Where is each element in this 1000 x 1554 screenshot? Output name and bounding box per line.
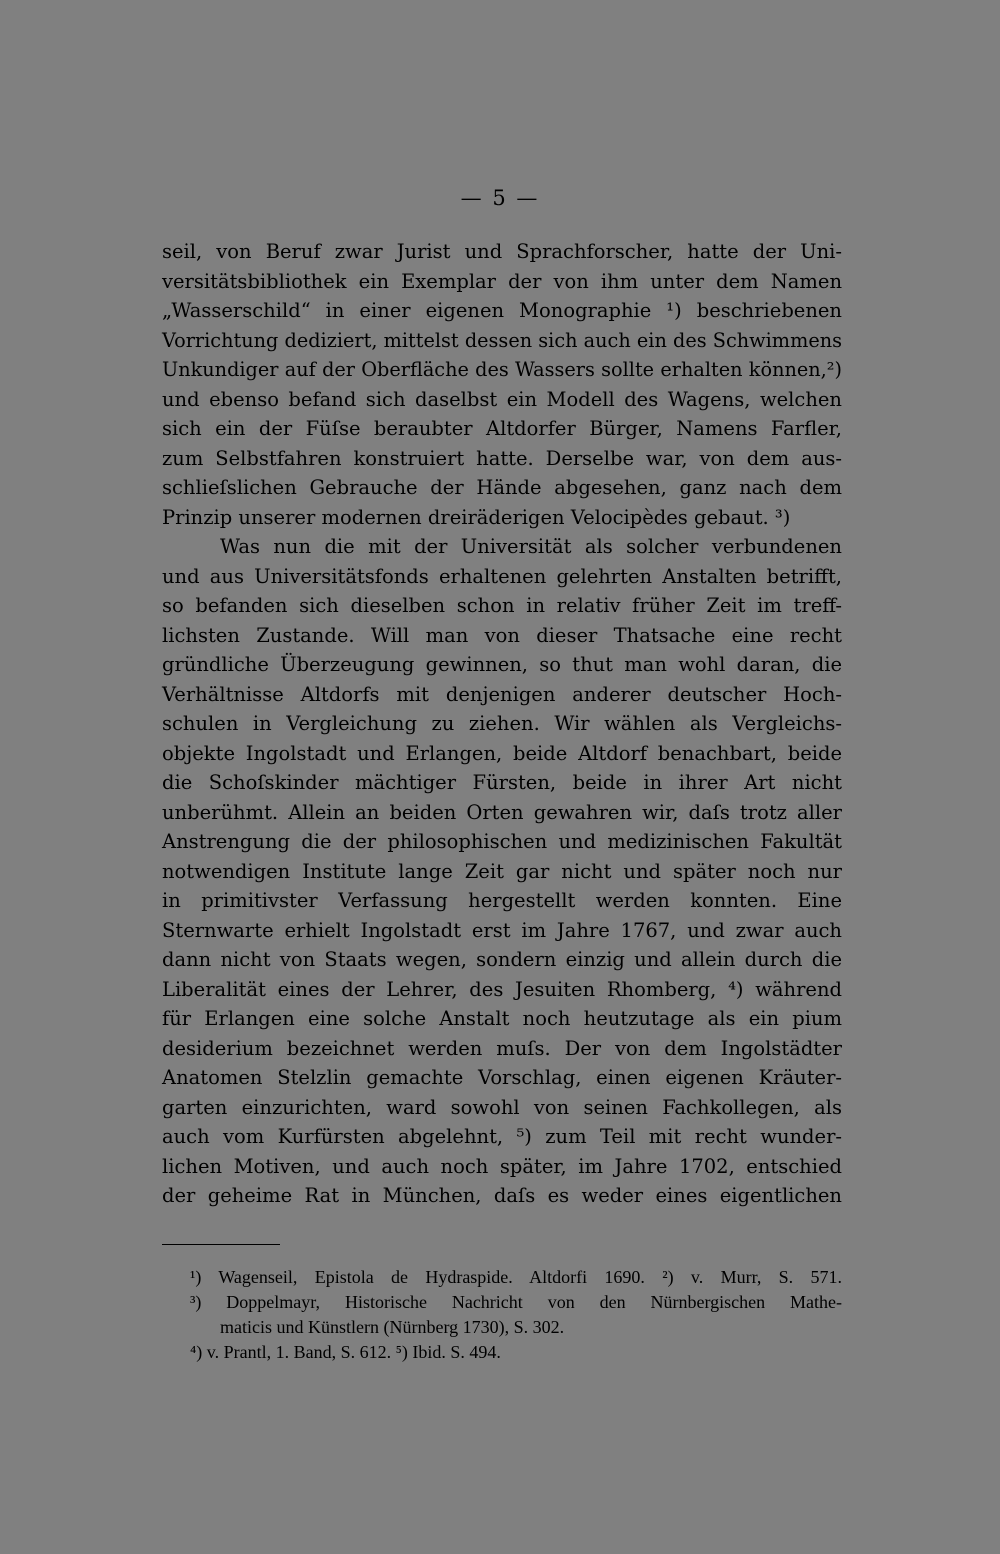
text-line: und aus Universitätsfonds erhaltenen gelehrten Anstalten betrifft, [162,564,842,588]
body-text [162,237,842,1211]
text-line: Sternwarte erhielt Ingolstadt erst im Jahre 1767, und zwar auch [162,918,842,942]
text-line: Liberalität eines der Lehrer, des Jesuiten Rhomberg, ⁴) während [162,977,842,1001]
text-line: lichsten Zustande. Will man von dieser Thatsache eine recht [162,623,842,647]
text-line: Anatomen Stelzlin gemachte Vorschlag, einen eigenen Kräuter- [162,1066,842,1089]
footnote-line: ⁴) v. Prantl, 1. Band, S. 612. ⁵) Ibid. S. 494. [190,1342,501,1362]
text-line: „Wasserschild“ in einer eigenen Monographie ¹) beschriebenen [162,299,842,322]
text-line: die Schoſskinder mächtiger Fürsten, beide in ihrer Art nicht [162,771,842,794]
text-line: Prinzip unserer modernen dreiräderigen Velocipèdes gebaut. ³) [162,505,791,529]
page-number: — 5 — [460,186,540,210]
text-line: Unkundiger auf der Oberfläche des Wassers sollte erhalten können,²) [162,358,842,381]
text-line: Anstrengung die der philosophischen und medizinischen Fakultät [162,830,842,853]
text-line: notwendigen Institute lange Zeit gar nicht und später noch nur [162,859,842,883]
footnote-line: maticis und Künstlern (Nürnberg 1730), S. 302. [220,1317,565,1337]
text-line: schulen in Vergleichung zu ziehen. Wir wählen als Vergleichs- [162,712,842,735]
text-line: der geheime Rat in München, daſs es weder eines eigentlichen [162,1184,842,1207]
text-line: für Erlangen eine solche Anstalt noch heutzutage als ein pium [162,1007,842,1030]
text-line: unberühmt. Allein an beiden Orten gewahren wir, daſs trotz aller [162,800,842,824]
text-line: sich ein der Füſse beraubter Altdorfer Bürger, Namens Farfler, [162,417,842,440]
text-line: seil, von Beruf zwar Jurist und Sprachforscher, hatte der Uni- [162,240,842,263]
text-line: dann nicht von Staats wegen, sondern einzig und allein durch die [162,948,842,971]
text-line: und ebenso befand sich daselbst ein Modell des Wagens, welchen [162,387,842,411]
text-line: Vorrichtung dediziert, mittelst dessen sich auch ein des Schwimmens [162,328,842,352]
text-line: zum Selbstfahren konstruiert hatte. Derselbe war, von dem aus- [162,446,842,470]
text-line: versitätsbibliothek ein Exemplar der von ihm unter dem Namen [162,269,842,293]
text-line: desiderium bezeichnet werden muſs. Der von dem Ingolstädter [162,1036,842,1060]
text-line: so befanden sich dieselben schon in relativ früher Zeit im treff- [162,594,842,617]
footnote-separator [162,1244,280,1245]
text-line: lichen Motiven, und auch noch später, im Jahre 1702, entschied [162,1154,842,1178]
footnotes [190,1265,842,1365]
footnote-line: ³) Doppelmayr, Historische Nachricht von den Nürnbergischen Mathe- [190,1292,842,1312]
footnote-line: ¹) Wagenseil, Epistola de Hydraspide. Altdorfi 1690. ²) v. Murr, S. 571. [190,1267,842,1287]
text-line: objekte Ingolstadt und Erlangen, beide Altdorf benachbart, beide [162,741,842,765]
text-line: garten einzurichten, ward sowohl von seinen Fachkollegen, als [162,1095,842,1119]
text-line: schlieſslichen Gebrauche der Hände abgesehen, ganz nach dem [162,476,842,499]
text-line: in primitivster Verfassung hergestellt werden konnten. Eine [162,889,842,912]
text-line: gründliche Überzeugung gewinnen, so thut man wohl daran, die [162,653,842,676]
text-line: Verhältnisse Altdorfs mit denjenigen anderer deutscher Hoch- [162,682,842,706]
text-line: Was nun die mit der Universität als solcher verbundenen [220,535,842,558]
text-line: auch vom Kurfürsten abgelehnt, ⁵) zum Teil mit recht wunder- [162,1125,842,1148]
